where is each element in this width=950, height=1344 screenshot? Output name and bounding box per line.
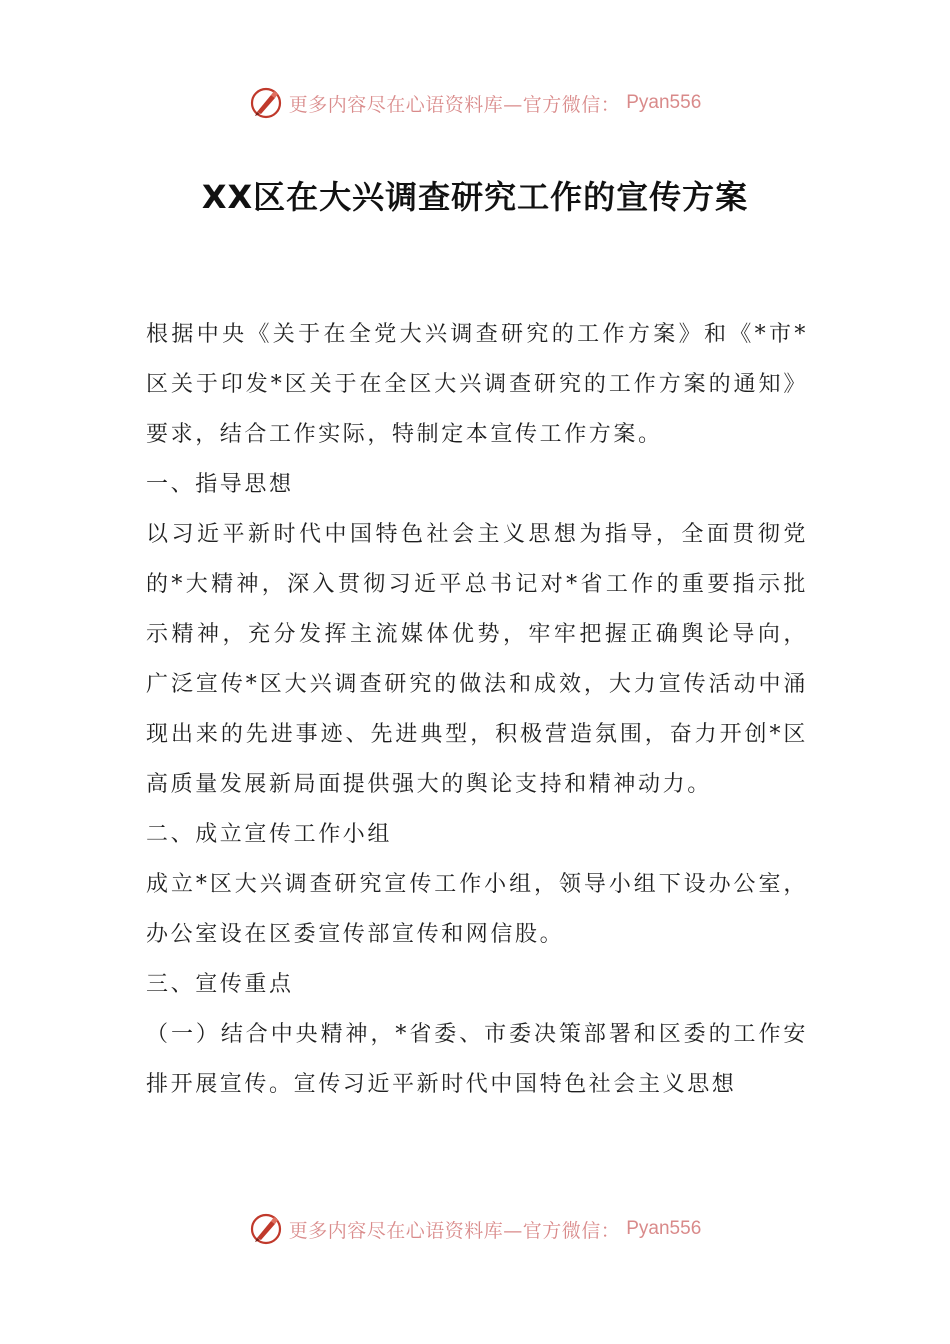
paragraph-publicity-focus-1: （一）结合中央精神，*省委、市委决策部署和区委的工作安排开展宣传。宣传习近平新时代中国特色社会主义思想 — [146, 1022, 808, 1097]
watermark-header — [0, 86, 950, 120]
paragraph-intro: 根据中央《关于在全党大兴调查研究的工作方案》和《*市*区关于印发*区关于在全区大兴调查研究的工作方案的通知》要求，结合工作实际，特制定本宣传工作方案。 — [146, 322, 808, 447]
section-heading-guiding-ideology: 一、指导思想 — [146, 472, 294, 497]
watermark-wechat-id: Pyan556 — [626, 92, 702, 113]
section-heading-working-group: 二、成立宣传工作小组 — [146, 822, 393, 847]
paragraph-working-group: 成立*区大兴调查研究宣传工作小组，领导小组下设办公室，办公室设在区委宣传部宣传和网信股。 — [146, 872, 808, 947]
paragraph-guiding-ideology: 以习近平新时代中国特色社会主义思想为指导，全面贯彻党的*大精神，深入贯彻习近平总书记对*省工作的重要指示批示精神，充分发挥主流媒体优势，牢牢把握正确舆论导向，广泛宣传*区大兴调查研究的做法和成效，大力宣传活动中涌现出来的先进事迹、先进典型，积极营造氛围，奋力开创*区高质量发展新局面提供强大的舆论支持和精神动力。 — [146, 522, 808, 797]
pen-logo-icon — [249, 86, 283, 120]
watermark-wechat-id: Pyan556 — [626, 1218, 702, 1239]
section-heading-publicity-focus: 三、宣传重点 — [146, 972, 294, 997]
watermark-text: 更多内容尽在心语资料库—官方微信： — [288, 1219, 621, 1242]
document-body — [146, 310, 808, 1110]
watermark-text: 更多内容尽在心语资料库—官方微信： — [288, 93, 621, 116]
watermark-footer — [0, 1212, 950, 1246]
document-title: XX区在大兴调查研究工作的宣传方案 — [201, 178, 749, 216]
pen-logo-icon — [249, 1212, 283, 1246]
